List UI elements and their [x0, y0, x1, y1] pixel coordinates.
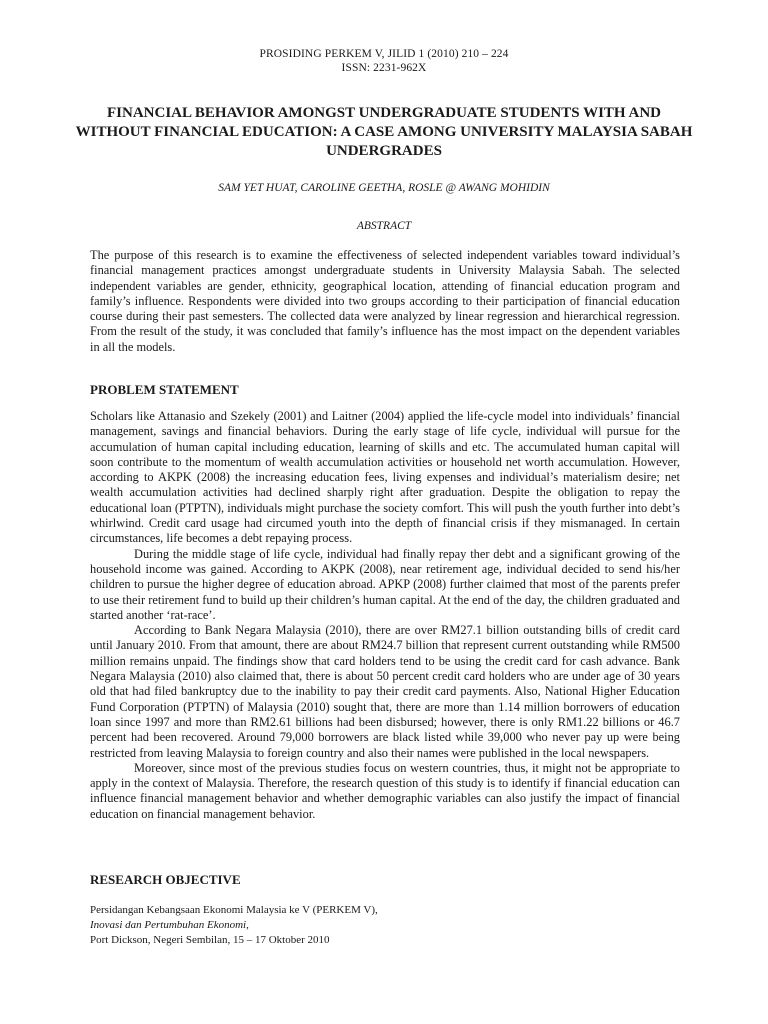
footer-theme: Inovasi dan Pertumbuhan Ekonomi, [90, 919, 249, 931]
research-objective-heading: RESEARCH OBJECTIVE [90, 872, 241, 887]
problem-statement-heading: PROBLEM STATEMENT [90, 382, 239, 397]
footer-venue-date: Port Dickson, Negeri Sembilan, 15 – 17 Oktober 2010 [90, 934, 330, 946]
footer-conference-name: Persidangan Kebangsaan Ekonomi Malaysia ke V (PERKEM V), [90, 904, 378, 916]
abstract-heading: ABSTRACT [356, 220, 412, 232]
paragraph: Moreover, since most of the previous studies focus on western countries, thus, it might not be appropriate to apply in the context of Malaysia. Therefore, the research question of this study is to identify if financial education can influence financial management behavior and whether demographic variables can also justify the impact of financial education on financial management behavior. [90, 760, 680, 821]
paper-authors: SAM YET HUAT, CAROLINE GEETHA, ROSLE @ AWANG MOHIDIN [218, 182, 550, 194]
paragraph: According to Bank Negara Malaysia (2010), there are over RM27.1 billion outstanding bills of credit card until January 2010. From that amount, there are about RM24.7 billion that represent current outstanding while RM500 million remains unpaid. The findings show that card holders tend to be using the credit card for cash advance. Bank Negara Malaysia (2010) also claimed that, there is about 50 percent credit card holders who are under age of 30 years old that had filed bankruptcy due to the inability to pay their credit card payments. Also, National Higher Education Fund Corporation (PTPTN) of Malaysia (2010) sought that, there are more than 1.14 million borrowers of education loan since 1997 and more than RM2.61 billions had been disbursed; however, there is only RM1.22 billions or 46.7 percent had been recovered. Around 79,000 borrowers are black listed while 39,000 who never pay up were being restricted from leaving Malaysia to foreign country and also their names were published in the local newspapers. [90, 623, 680, 760]
conference-footer [90, 903, 680, 948]
running-header-issn: ISSN: 2231-962X [341, 62, 427, 74]
abstract-text: The purpose of this research is to examine the effectiveness of selected independent variables toward individual’s financial management practices amongst undergraduate students in University Malaysia Sabah. The selected independent variables are gender, ethnicity, geographical location, attending of financial education program and family’s influence. Respondents were divided into two groups according to their participation of financial education course during their past semesters. The collected data were analyzed by linear regression and hierarchical regression. From the result of the study, it was concluded that family’s influence has the most impact on the dependent variables in all the models. [90, 248, 680, 354]
paragraph: During the middle stage of life cycle, individual had finally repay ther debt and a significant growing of the household income was gained. According to AKPK (2008), near retirement age, individual decided to send his/her children to pursue the higher degree of education abroad. APKP (2008) further claimed that most of the parents prefer to use their retirement fund to build up their children’s human capital. At the end of the day, the children graduated and started another ‘rat-race’. [90, 546, 680, 622]
problem-statement-body [90, 409, 680, 822]
running-header-proceedings: PROSIDING PERKEM V, JILID 1 (2010) 210 – 224 [259, 48, 509, 60]
paragraph: Scholars like Attanasio and Szekely (2001) and Laitner (2004) applied the life-cycle model into individuals’ financial management, savings and financial behaviors. During the early stage of life cycle, individual will pursue for the accumulation of human capital including education, learning of skills and etc. The accumulated human capital will soon contribute to the momentum of wealth accumulation activities or household net worth accumulation. However, according to AKPK (2008) the increasing education fees, living expenses and individual’s materialism desire; net wealth accumulation activities had declined sharply right after graduation. Despite the obligation to repay the educational loan (PTPTN), individuals might purchase the society comfort. This will push the youth further into debt’s whirlwind. Credit card usage had circumed youth into the depth of financial crisis if they mismanaged. In certain circumstances, life becomes a debt repaying process. [90, 409, 680, 546]
paper-title: FINANCIAL BEHAVIOR AMONGST UNDERGRADUATE STUDENTS WITH AND WITHOUT FINANCIAL EDUCATION: A CASE AMONG UNIVERSITY MALAYSIA SABAH UNDERGRADES [75, 105, 693, 159]
